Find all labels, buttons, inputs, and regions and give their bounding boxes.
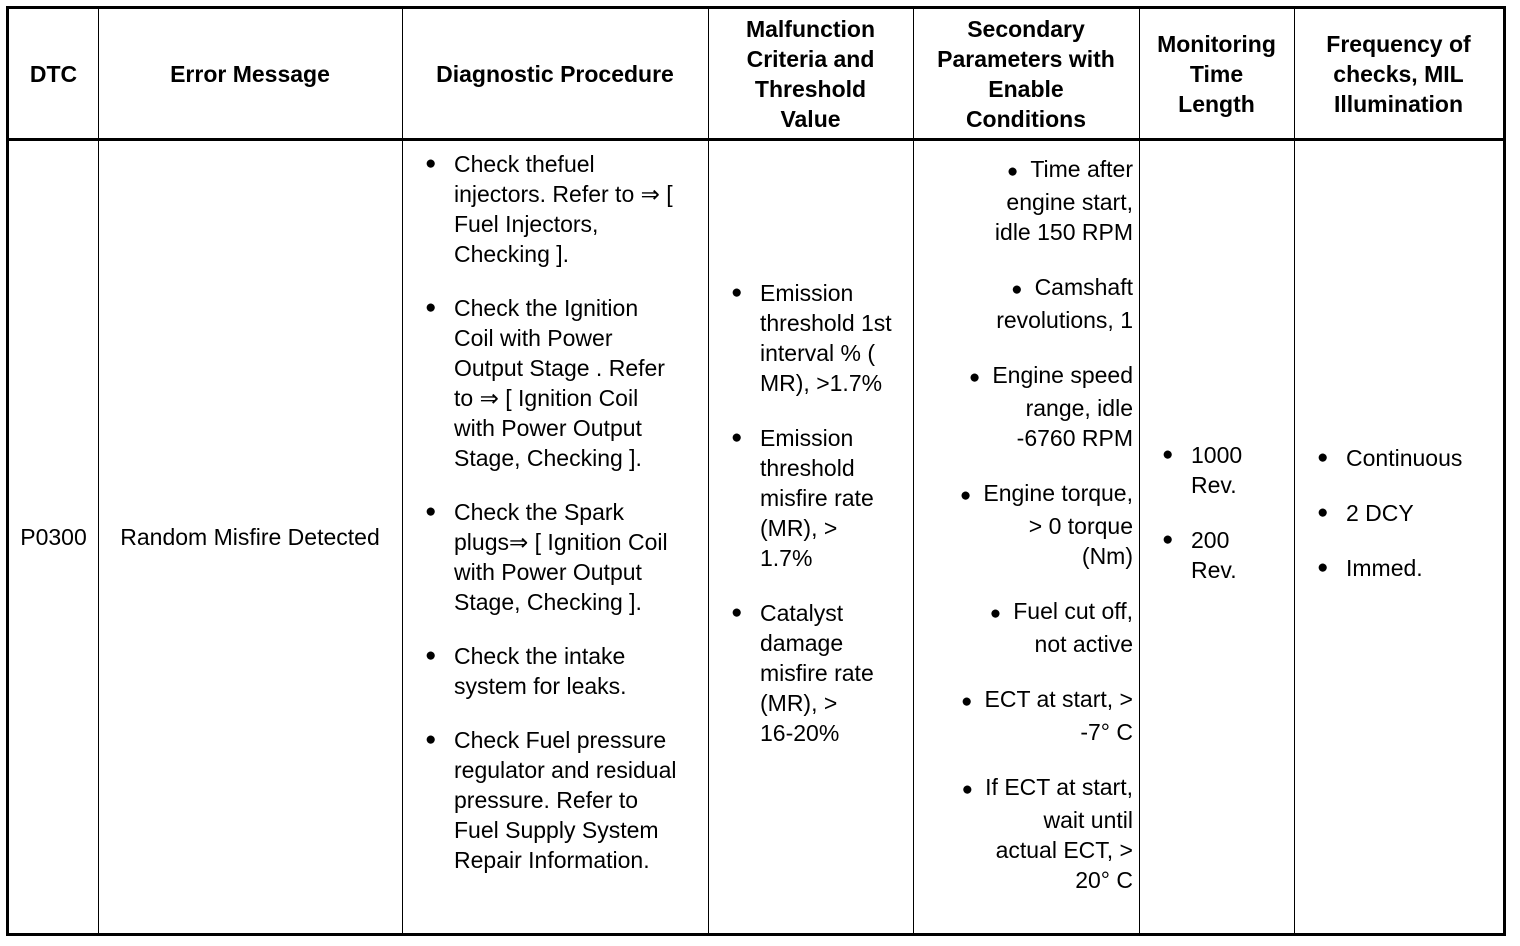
criteria-item: ● Emission threshold misfire rate (MR), > 1.7%: [726, 423, 913, 573]
parameter-first-line: ECT at start, >: [984, 686, 1133, 712]
header-malfunction-criteria: Malfunction Criteria and Threshold Value: [745, 15, 876, 132]
parameter-item: [913, 478, 1133, 571]
header-frequency: Frequency of checks, MIL Illumination: [1326, 30, 1471, 117]
criteria-item: ● Catalyst damage misfire rate (MR), > 16-20%: [726, 598, 913, 748]
parameter-first-line: Time after: [1030, 156, 1133, 182]
bullet-icon: ●: [961, 779, 974, 800]
header-dtc: DTC: [29, 60, 78, 87]
header-monitoring-time: Monitoring Time Length: [1157, 30, 1276, 117]
parameter-first-line: Camshaft: [1034, 274, 1133, 300]
bullet-icon: ●: [1011, 279, 1023, 300]
criteria-item: ● Emission threshold 1st interval % ( MR), >1.7%: [726, 278, 913, 398]
parameter-rest: range, idle -6760 RPM: [1016, 395, 1133, 451]
cell-error-message: [98, 141, 402, 933]
parameter-item: [913, 596, 1133, 659]
procedure-item: ● Check Fuel pressure regulator and residual pressure. Refer to Fuel Supply System Repair Information.: [420, 725, 708, 875]
parameter-rest: wait until actual ECT, > 20° C: [995, 807, 1133, 893]
procedure-item: ● Check thefuel injectors. Refer to ⇒ [ Fuel Injectors, Checking ].: [420, 149, 708, 269]
bullet-icon: ●: [1006, 161, 1019, 182]
cell-secondary-parameters: [913, 141, 1139, 933]
cell-frequency: [1294, 141, 1503, 933]
parameter-item: [913, 154, 1133, 247]
procedure-item: ● Check the Ignition Coil with Power Output Stage . Refer to ⇒ [ Ignition Coil with Power Output Stage, Checking ].: [420, 293, 708, 473]
cell-diagnostic-procedure: [402, 141, 708, 933]
frequency-item: ● Continuous: [1312, 443, 1503, 473]
parameter-first-line: Engine speed: [992, 362, 1133, 388]
parameter-item: [913, 360, 1133, 453]
header-error-message: Error Message: [170, 60, 330, 87]
monitoring-item: ● 1000 Rev.: [1157, 440, 1294, 500]
cell-malfunction-criteria: [708, 141, 913, 933]
procedure-item: ● Check the intake system for leaks.: [420, 641, 708, 701]
parameter-first-line: Engine torque,: [983, 480, 1133, 506]
parameter-rest: engine start, idle 150 RPM: [994, 189, 1133, 245]
error-message-text: Random Misfire Detected: [120, 524, 380, 550]
parameter-rest: revolutions, 1: [996, 307, 1133, 333]
bullet-icon: ●: [989, 603, 1002, 624]
parameter-rest: not active: [1034, 631, 1133, 657]
monitoring-item: ● 200 Rev.: [1157, 525, 1294, 585]
cell-monitoring-time: [1139, 141, 1294, 933]
dtc-table: [6, 6, 1506, 936]
bullet-icon: ●: [959, 485, 972, 506]
frequency-item: ● 2 DCY: [1312, 498, 1503, 528]
parameter-rest: -7° C: [1080, 719, 1133, 745]
parameter-first-line: If ECT at start,: [985, 774, 1133, 800]
parameter-item: [913, 272, 1133, 335]
procedure-item: ● Check the Spark plugs⇒ [ Ignition Coil with Power Output Stage, Checking ].: [420, 497, 708, 617]
parameter-first-line: Fuel cut off,: [1013, 598, 1133, 624]
header-diagnostic-procedure: Diagnostic Procedure: [436, 60, 674, 87]
header-secondary-parameters: Secondary Parameters with Enable Conditions: [937, 15, 1115, 132]
bullet-icon: ●: [961, 691, 973, 712]
parameter-item: [913, 772, 1133, 895]
dtc-code: P0300: [20, 524, 87, 550]
frequency-item: ● Immed.: [1312, 553, 1503, 583]
cell-dtc: [9, 141, 98, 933]
bullet-icon: ●: [968, 367, 981, 388]
parameter-item: [913, 684, 1133, 747]
parameter-rest: > 0 torque (Nm): [1028, 513, 1133, 569]
